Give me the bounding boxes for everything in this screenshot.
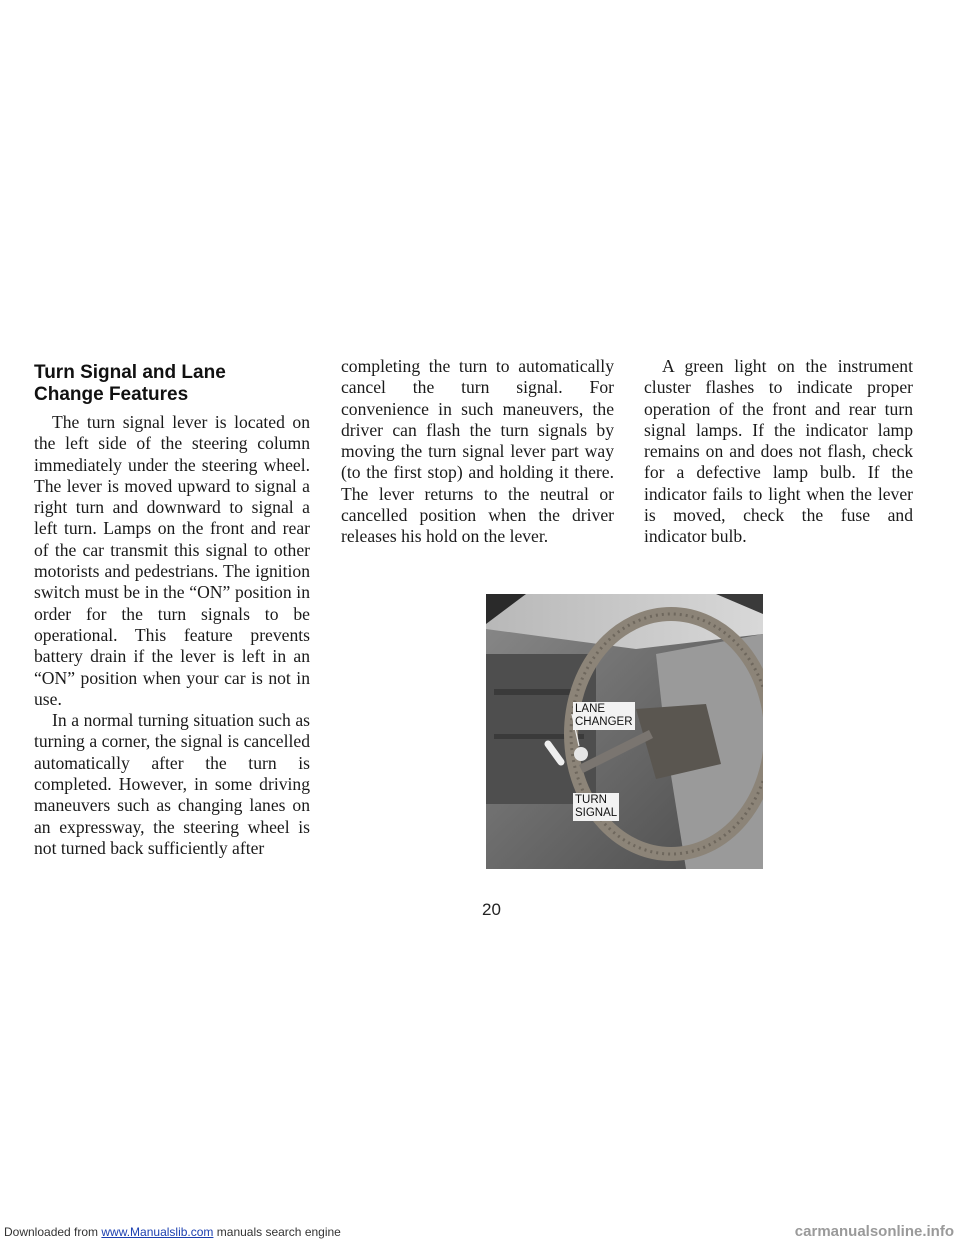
steering-wheel-photo [486, 594, 763, 869]
column-1 [34, 362, 310, 859]
callout-lane-changer: LANE CHANGER [575, 703, 633, 728]
callout-turn-signal: TURN SIGNAL [575, 794, 618, 819]
steering-wheel-illustration [486, 594, 763, 869]
download-source-note [4, 1222, 341, 1242]
paragraph-turn-signal-location: The turn signal lever is located on the left side of the steering column immediately under the steering wheel. The lever is moved upward to signal a right turn and downward to signal a left turn. Lamps on the front and rear of the car transmit this signal to other motorists and pedestrians. The ignition switch must be in the “ON” position in order for the turn signals to be operational. This feature prevents battery drain if the lever is left in an “ON” position when your car is not in use. [34, 412, 310, 709]
section-heading [34, 362, 310, 406]
lever-knob [574, 747, 588, 761]
watermark: carmanualsonline.info [794, 1223, 954, 1240]
column-3 [644, 356, 913, 548]
paragraph-lane-change: completing the turn to automatically cancel the turn signal. For convenience in such maneuvers, the driver can flash the turn signals by moving the turn signal lever part way (to the first stop) and holding it there. The lever returns to the neutral or cancelled position when the driver releases his hold on the lever. [341, 356, 614, 547]
paragraph-normal-turning: In a normal turning situation such as turning a corner, the signal is cancelled automatically after the turn is completed. However, in some driving maneuvers such as changing lanes on an expressway, the steering wheel is not turned back sufficiently after [34, 710, 310, 858]
column-2 [341, 356, 614, 548]
footer-prefix: Downloaded from [4, 1225, 102, 1239]
heading-line-1: Turn Signal and Lane [34, 362, 226, 383]
paragraph-indicator-light: A green light on the instrument cluster flashes to indicate proper operation of the front and rear turn signal lamps. If the indicator lamp remains on and does not flash, check for a defective lamp bulb. If the indicator fails to light when the lever is moved, check the fuse and indicator bulb. [644, 356, 913, 547]
page-number: 20 [482, 900, 501, 919]
manualslib-link[interactable]: www.Manualslib.com [101, 1225, 214, 1239]
footer [0, 1222, 960, 1242]
heading-line-2: Change Features [34, 384, 189, 405]
footer-suffix: manuals search engine [213, 1225, 341, 1239]
